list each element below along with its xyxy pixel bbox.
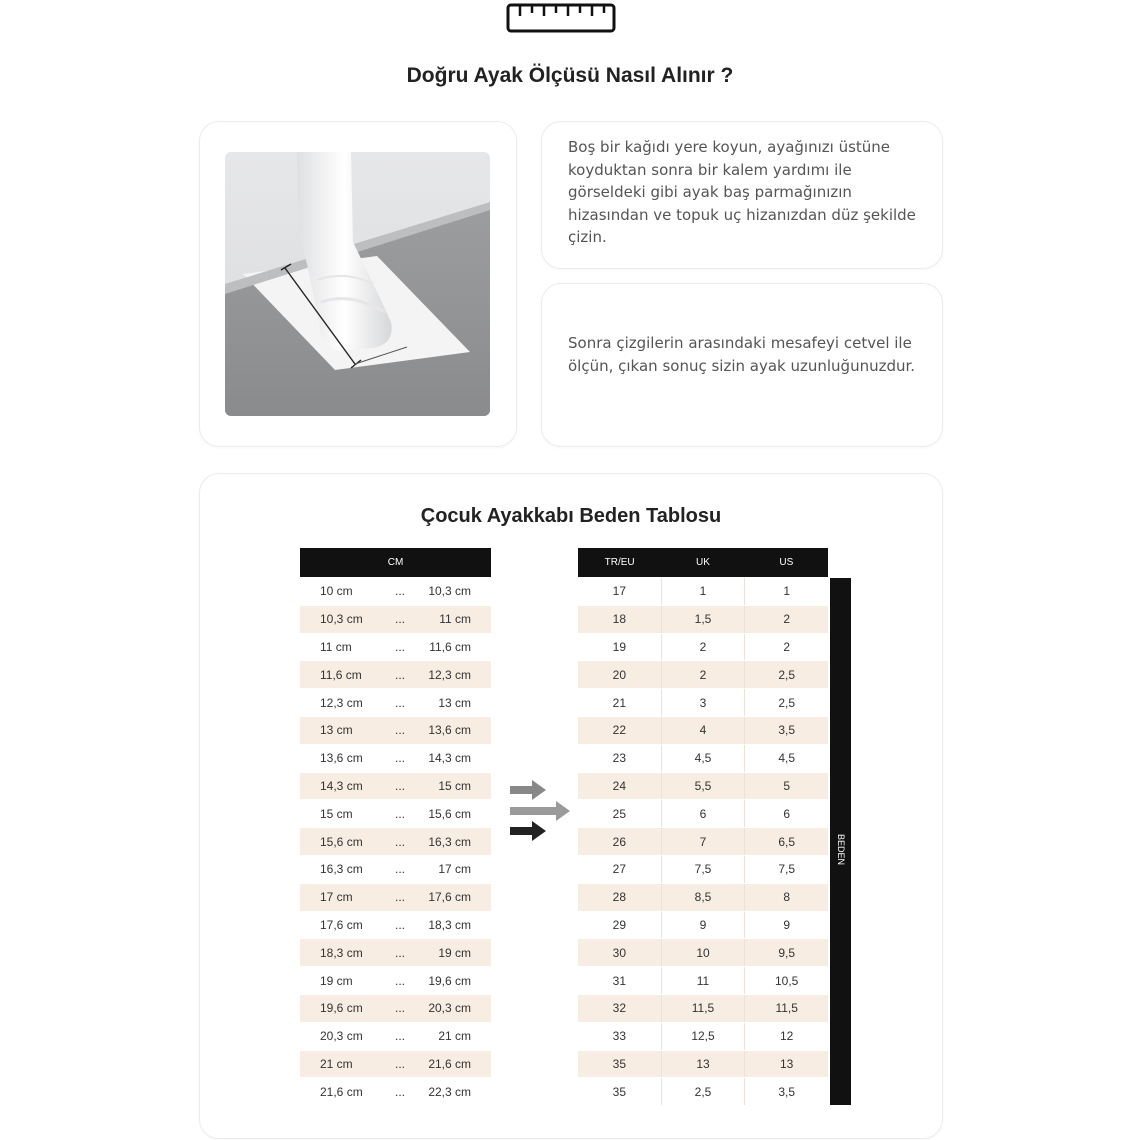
size-uk: 10	[661, 939, 745, 966]
size-us: 2,5	[744, 689, 828, 716]
cm-to: 19 cm	[438, 945, 471, 960]
cm-to: 13,6 cm	[428, 723, 471, 738]
cm-to: 17 cm	[438, 862, 471, 877]
cm-separator: ...	[394, 612, 405, 627]
size-us: 3,5	[744, 717, 828, 744]
size-us: 2	[744, 606, 828, 633]
cm-table	[300, 578, 491, 1106]
size-uk: 12,5	[661, 1023, 745, 1050]
size-uk: 13	[661, 1051, 745, 1078]
size-uk: 8,5	[661, 884, 745, 911]
size-us: 3,5	[744, 1078, 828, 1105]
cm-from: 19,6 cm	[320, 1001, 363, 1016]
ruler-icon	[506, 2, 616, 34]
cm-row	[300, 939, 491, 967]
cm-from: 16,3 cm	[320, 862, 363, 877]
size-uk: 11,5	[661, 995, 745, 1022]
size-tr-eu: 35	[612, 1084, 627, 1099]
size-tr-eu: 18	[612, 612, 627, 627]
header-tr-eu: TR/EU	[604, 557, 635, 568]
cm-separator: ...	[394, 667, 405, 682]
cm-row	[300, 773, 491, 801]
size-tr-eu: 19	[612, 639, 627, 654]
cm-to: 15 cm	[438, 778, 471, 793]
cm-row	[300, 689, 491, 717]
size-row	[578, 912, 828, 940]
cm-from: 11 cm	[320, 639, 352, 654]
cm-separator: ...	[394, 639, 405, 654]
cm-row	[300, 856, 491, 884]
cm-row	[300, 634, 491, 662]
size-tr-eu: 22	[612, 723, 627, 738]
cm-row	[300, 1078, 491, 1106]
cm-separator: ...	[394, 806, 405, 821]
size-uk: 4	[661, 717, 745, 744]
header-uk: UK	[696, 557, 710, 568]
cm-from: 13 cm	[320, 723, 353, 738]
cm-separator: ...	[394, 723, 405, 738]
size-us: 12	[744, 1023, 828, 1050]
size-row	[578, 689, 828, 717]
size-row	[578, 995, 828, 1023]
size-us: 13	[744, 1051, 828, 1078]
instruction-step-2: Sonra çizgilerin arasındaki mesafeyi cetvel ile ölçün, çıkan sonuç sizin ayak uzunluğunuzdur.	[568, 334, 916, 375]
cm-row	[300, 606, 491, 634]
size-uk: 1	[661, 578, 745, 605]
size-tr-eu: 26	[612, 834, 627, 849]
size-row	[578, 606, 828, 634]
cm-separator: ...	[394, 917, 405, 932]
size-tr-eu: 27	[612, 862, 627, 877]
cm-from: 11,6 cm	[320, 667, 362, 682]
size-uk: 2,5	[661, 1078, 745, 1105]
size-tr-eu: 32	[612, 1001, 627, 1016]
cm-from: 10 cm	[320, 584, 353, 599]
size-row	[578, 856, 828, 884]
size-uk: 9	[661, 912, 745, 939]
cm-separator: ...	[394, 1084, 405, 1099]
arrows-right-icon	[506, 780, 572, 842]
size-tr-eu: 20	[612, 667, 627, 682]
size-uk: 2	[661, 661, 745, 688]
size-row	[578, 634, 828, 662]
size-us: 6	[744, 800, 828, 827]
size-us: 1	[744, 578, 828, 605]
size-tr-eu: 24	[612, 778, 627, 793]
cm-to: 14,3 cm	[428, 751, 471, 766]
cm-from: 20,3 cm	[320, 1029, 363, 1044]
size-tr-eu: 23	[612, 751, 627, 766]
size-row	[578, 967, 828, 995]
size-uk: 7,5	[661, 856, 745, 883]
size-uk: 4,5	[661, 745, 745, 772]
cm-from: 21 cm	[320, 1056, 353, 1071]
cm-to: 11,6 cm	[429, 639, 471, 654]
size-tr-eu: 28	[612, 890, 627, 905]
cm-to: 17,6 cm	[428, 890, 471, 905]
size-row	[578, 717, 828, 745]
cm-separator: ...	[394, 973, 405, 988]
page-title: Doğru Ayak Ölçüsü Nasıl Alınır ?	[406, 64, 734, 87]
cm-from: 19 cm	[320, 973, 353, 988]
cm-separator: ...	[394, 945, 405, 960]
size-row	[578, 828, 828, 856]
cm-to: 13 cm	[438, 695, 471, 710]
cm-row	[300, 1051, 491, 1079]
size-row	[578, 1051, 828, 1079]
cm-to: 16,3 cm	[428, 834, 471, 849]
size-us: 6,5	[744, 828, 828, 855]
size-row	[578, 939, 828, 967]
size-us: 2,5	[744, 661, 828, 688]
cm-header: CM	[300, 548, 491, 577]
cm-row	[300, 884, 491, 912]
size-row	[578, 773, 828, 801]
size-uk: 5,5	[661, 773, 745, 800]
cm-row	[300, 578, 491, 606]
cm-separator: ...	[394, 1001, 405, 1016]
cm-separator: ...	[394, 862, 405, 877]
cm-separator: ...	[394, 1029, 405, 1044]
size-row	[578, 884, 828, 912]
size-tr-eu: 21	[612, 695, 627, 710]
size-us: 4,5	[744, 745, 828, 772]
cm-row	[300, 912, 491, 940]
cm-separator: ...	[394, 890, 405, 905]
cm-separator: ...	[394, 695, 405, 710]
size-tr-eu: 35	[612, 1056, 627, 1071]
cm-row	[300, 828, 491, 856]
size-uk: 3	[661, 689, 745, 716]
size-uk: 7	[661, 828, 745, 855]
cm-to: 12,3 cm	[428, 667, 471, 682]
header-us: US	[779, 557, 794, 568]
size-uk: 2	[661, 634, 745, 661]
size-row	[578, 1078, 828, 1106]
cm-separator: ...	[394, 584, 405, 599]
size-row	[578, 1023, 828, 1051]
cm-separator: ...	[394, 751, 405, 766]
cm-row	[300, 800, 491, 828]
cm-to: 19,6 cm	[428, 973, 471, 988]
cm-separator: ...	[394, 834, 405, 849]
size-tr-eu: 33	[612, 1029, 627, 1044]
size-row	[578, 661, 828, 689]
cm-separator: ...	[394, 778, 405, 793]
cm-from: 15,6 cm	[320, 834, 363, 849]
size-us: 9	[744, 912, 828, 939]
size-table-title: Çocuk Ayakkabı Beden Tablosu	[420, 505, 722, 527]
size-us: 2	[744, 634, 828, 661]
cm-row	[300, 661, 491, 689]
size-tr-eu: 25	[612, 806, 627, 821]
cm-from: 13,6 cm	[320, 751, 363, 766]
instruction-step-1: Boş bir kağıdı yere koyun, ayağınızı üstüne koyduktan sonra bir kalem yardımı ile görseldeki gibi ayak baş parmağınızın hizasından ve topuk uç hizanızdan düz şekilde çizin.	[568, 138, 916, 246]
size-tr-eu: 17	[612, 584, 627, 599]
cm-row	[300, 717, 491, 745]
cm-to: 11 cm	[439, 612, 471, 627]
side-label: BEDEN	[836, 834, 846, 866]
cm-from: 12,3 cm	[320, 695, 363, 710]
cm-from: 18,3 cm	[320, 945, 363, 960]
cm-to: 15,6 cm	[428, 806, 471, 821]
cm-from: 21,6 cm	[320, 1084, 363, 1099]
size-row	[578, 745, 828, 773]
cm-to: 18,3 cm	[428, 917, 471, 932]
cm-to: 21,6 cm	[428, 1056, 471, 1071]
cm-row	[300, 967, 491, 995]
size-uk: 6	[661, 800, 745, 827]
size-us: 5	[744, 773, 828, 800]
size-header	[578, 548, 828, 577]
cm-to: 22,3 cm	[428, 1084, 471, 1099]
size-table	[578, 578, 828, 1106]
cm-from: 10,3 cm	[320, 612, 363, 627]
size-us: 10,5	[744, 967, 828, 994]
cm-from: 15 cm	[320, 806, 353, 821]
cm-from: 17,6 cm	[320, 917, 363, 932]
size-row	[578, 800, 828, 828]
size-us: 11,5	[744, 995, 828, 1022]
size-uk: 11	[661, 967, 745, 994]
size-tr-eu: 29	[612, 917, 627, 932]
cm-row	[300, 745, 491, 773]
cm-row	[300, 995, 491, 1023]
size-us: 9,5	[744, 939, 828, 966]
cm-from: 14,3 cm	[320, 778, 363, 793]
size-tr-eu: 31	[612, 973, 627, 988]
size-us: 8	[744, 884, 828, 911]
size-uk: 1,5	[661, 606, 745, 633]
foot-measure-image	[225, 152, 490, 416]
cm-row	[300, 1023, 491, 1051]
size-row	[578, 578, 828, 606]
size-us: 7,5	[744, 856, 828, 883]
cm-to: 10,3 cm	[428, 584, 471, 599]
size-tr-eu: 30	[612, 945, 627, 960]
cm-to: 21 cm	[438, 1029, 471, 1044]
cm-separator: ...	[394, 1056, 405, 1071]
cm-from: 17 cm	[320, 890, 353, 905]
cm-to: 20,3 cm	[428, 1001, 471, 1016]
